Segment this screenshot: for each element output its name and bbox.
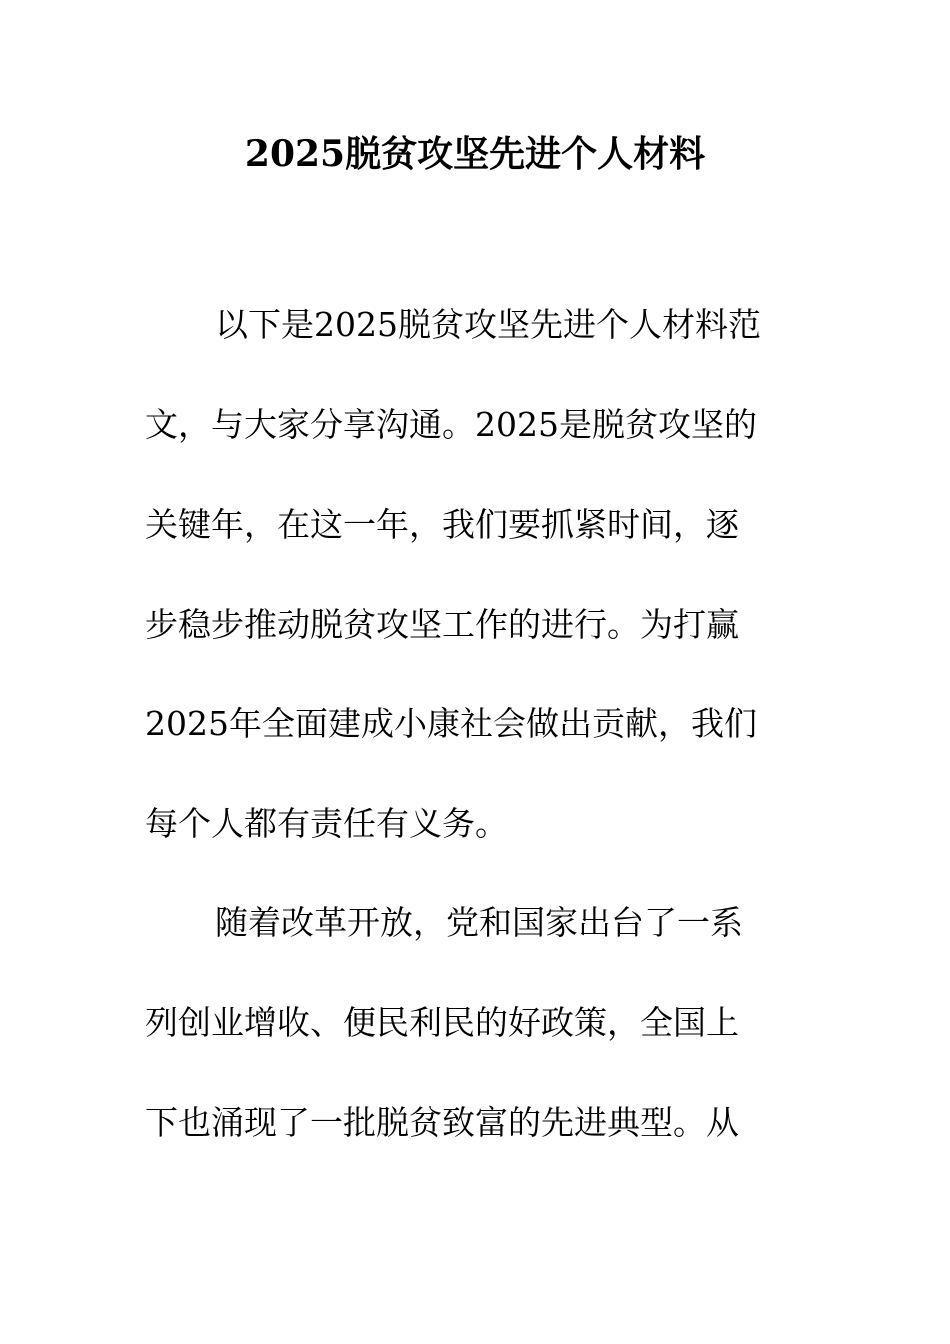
paragraph-2-line-3: 下也涌现了一批脱贫致富的先进典型。从	[145, 1103, 739, 1142]
paragraph-1-line-2: 文，与大家分享沟通。2025是脱贫攻坚的	[145, 405, 757, 444]
paragraph-1-line-3: 关键年，在这一年，我们要抓紧时间，逐	[145, 505, 739, 544]
paragraph-1-line-5: 2025年全面建成小康社会做出贡献，我们	[145, 704, 757, 743]
paragraph-1-line-1: 以下是2025脱贫攻坚先进个人材料范	[215, 305, 761, 344]
paragraph-1-line-6: 每个人都有责任有义务。	[145, 804, 508, 843]
paragraph-2-line-2: 列创业增收、便民利民的好政策，全国上	[145, 1003, 739, 1042]
paragraph-2-line-1: 随着改革开放，党和国家出台了一系	[215, 903, 743, 942]
document-title: 2025脱贫攻坚先进个人材料	[244, 133, 706, 175]
paragraph-1-line-4: 步稳步推动脱贫攻坚工作的进行。为打赢	[145, 605, 739, 644]
